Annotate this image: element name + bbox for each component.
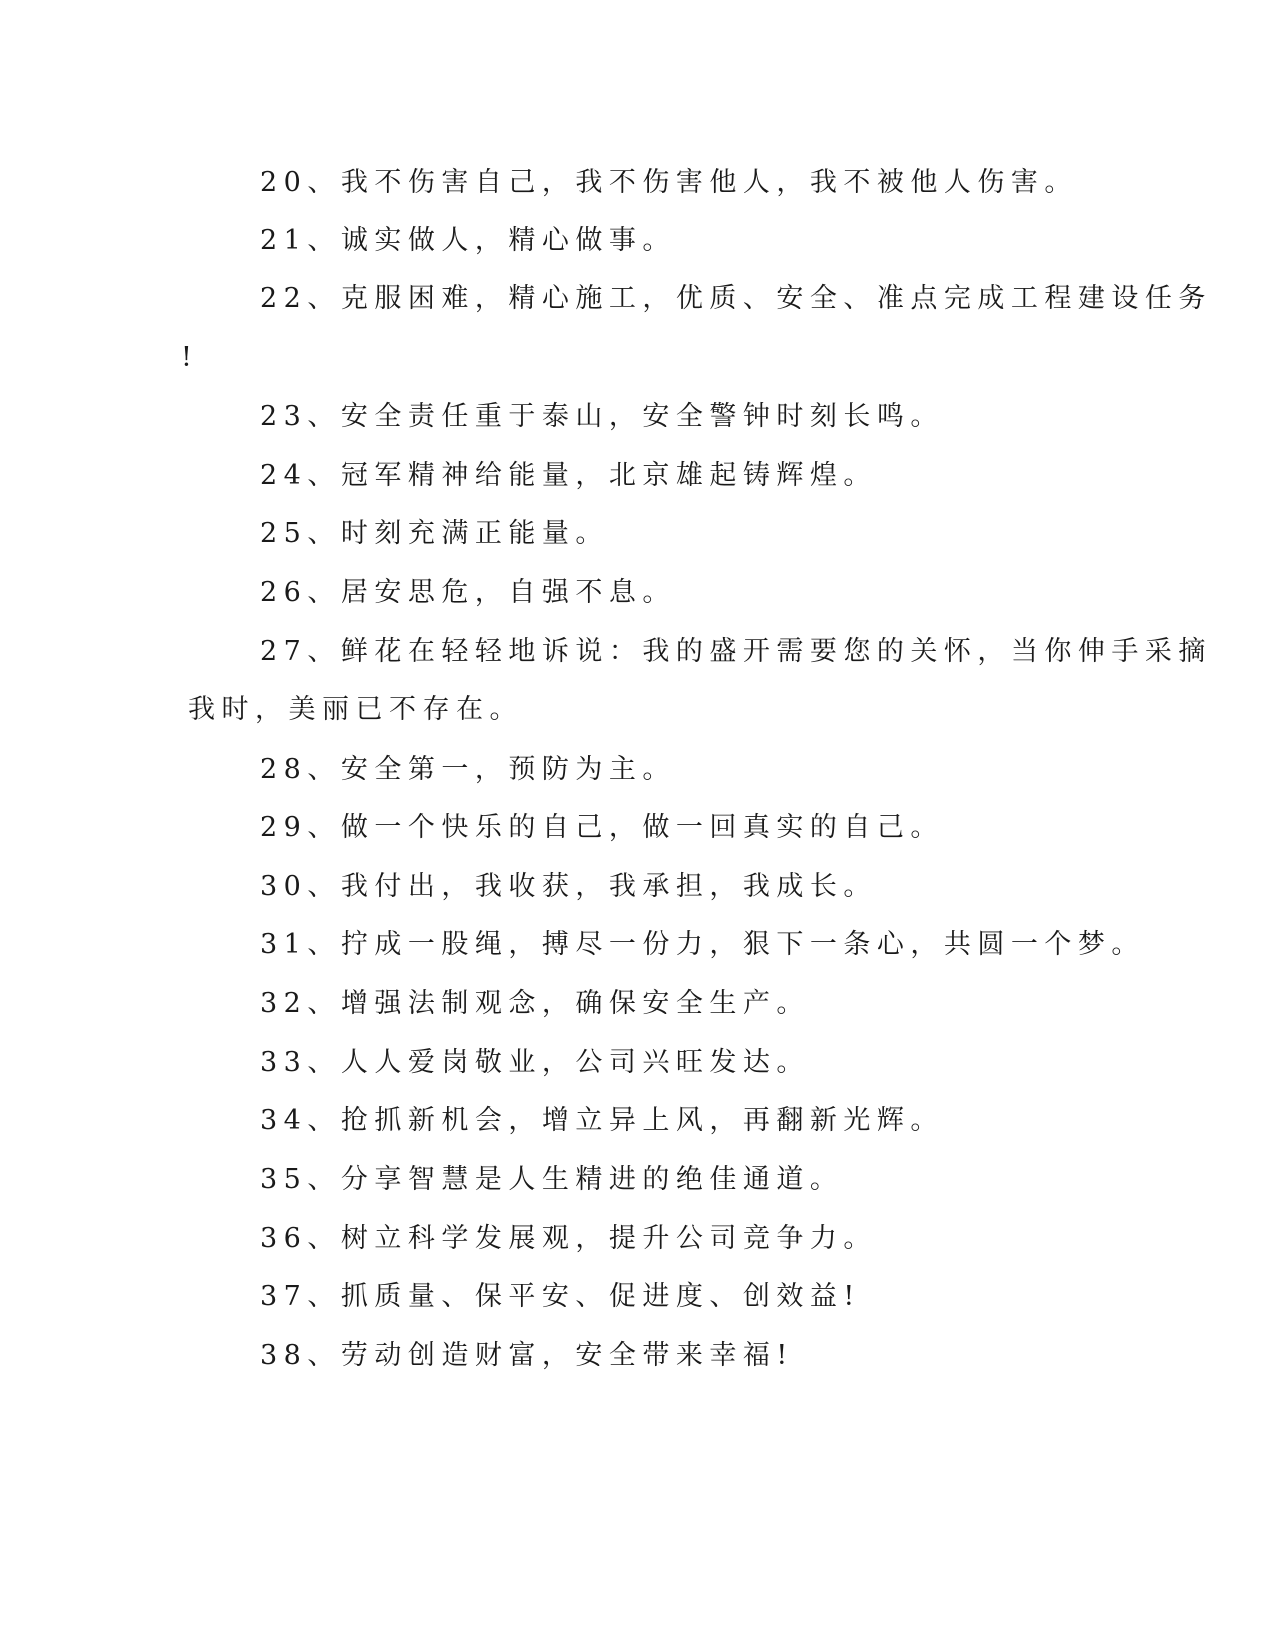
item-number: 34、 xyxy=(260,1105,341,1136)
item-number: 32、 xyxy=(260,988,341,1019)
slogan-32 xyxy=(260,989,810,1019)
slogan-23 xyxy=(260,402,944,432)
item-text: 抓质量、保平安、促进度、创效益! xyxy=(340,1281,861,1312)
item-text: 克服困难，精心施工，优质、安全、准点完成工程建设任务 xyxy=(340,283,1212,314)
slogan-35 xyxy=(260,1165,843,1195)
item-text: 时刻充满正能量。 xyxy=(340,518,609,549)
item-number: 30、 xyxy=(260,871,341,902)
item-number: 23、 xyxy=(260,401,341,432)
item-number: 29、 xyxy=(260,812,341,843)
slogan-38 xyxy=(260,1341,794,1371)
item-text: 安全第一，预防为主。 xyxy=(340,754,676,785)
item-number: 27、 xyxy=(260,636,341,667)
item-number: 31、 xyxy=(260,929,341,960)
slogan-26 xyxy=(260,578,676,608)
item-text: 居安思危，自强不息。 xyxy=(340,577,676,608)
item-continuation: 我时，美丽已不存在。 xyxy=(188,694,523,725)
item-number: 20、 xyxy=(260,167,341,198)
slogan-24 xyxy=(260,461,877,491)
item-number: 35、 xyxy=(260,1164,341,1195)
slogan-29 xyxy=(260,813,944,843)
item-text: 做一个快乐的自己，做一回真实的自己。 xyxy=(340,812,944,843)
item-number: 33、 xyxy=(260,1047,341,1078)
item-number: 37、 xyxy=(260,1281,341,1312)
slogan-31 xyxy=(260,930,1145,960)
item-text: 冠军精神给能量，北京雄起铸辉煌。 xyxy=(340,460,877,491)
item-text: 抢抓新机会，增立异上风，再翻新光辉。 xyxy=(340,1105,944,1136)
item-number: 22、 xyxy=(260,283,341,314)
slogan-33 xyxy=(260,1048,810,1078)
slogan-22-continuation xyxy=(181,343,198,373)
item-text: 人人爱岗敬业，公司兴旺发达。 xyxy=(340,1047,810,1078)
slogan-37 xyxy=(260,1282,861,1312)
item-number: 38、 xyxy=(260,1340,341,1371)
slogan-22 xyxy=(260,284,1212,314)
slogan-28 xyxy=(260,755,676,785)
slogan-27-continuation xyxy=(188,695,523,725)
item-text: 安全责任重于泰山，安全警钟时刻长鸣。 xyxy=(340,401,944,432)
item-number: 25、 xyxy=(260,518,341,549)
item-number: 24、 xyxy=(260,460,341,491)
slogan-30 xyxy=(260,872,877,902)
item-text: 鲜花在轻轻地诉说：我的盛开需要您的关怀，当你伸手采摘 xyxy=(340,636,1212,667)
item-text: 拧成一股绳，搏尽一份力，狠下一条心，共圆一个梦。 xyxy=(340,929,1145,960)
slogan-25 xyxy=(260,519,609,549)
slogan-36 xyxy=(260,1224,877,1254)
item-text: 分享智慧是人生精进的绝佳通道。 xyxy=(340,1164,844,1195)
item-number: 28、 xyxy=(260,754,341,785)
slogan-27 xyxy=(260,637,1212,667)
item-text: 诚实做人，精心做事。 xyxy=(340,225,676,256)
item-text: 我付出，我收获，我承担，我成长。 xyxy=(340,871,877,902)
slogan-34 xyxy=(260,1106,944,1136)
item-number: 36、 xyxy=(260,1223,341,1254)
item-text: 我不伤害自己，我不伤害他人，我不被他人伤害。 xyxy=(340,167,1078,198)
item-text: 劳动创造财富，安全带来幸福! xyxy=(340,1340,794,1371)
item-number: 26、 xyxy=(260,577,341,608)
slogan-21 xyxy=(260,226,676,256)
slogan-20 xyxy=(260,168,1078,198)
item-continuation: ! xyxy=(181,342,199,373)
item-number: 21、 xyxy=(260,225,341,256)
item-text: 增强法制观念，确保安全生产。 xyxy=(340,988,810,1019)
item-text: 树立科学发展观，提升公司竞争力。 xyxy=(340,1223,877,1254)
